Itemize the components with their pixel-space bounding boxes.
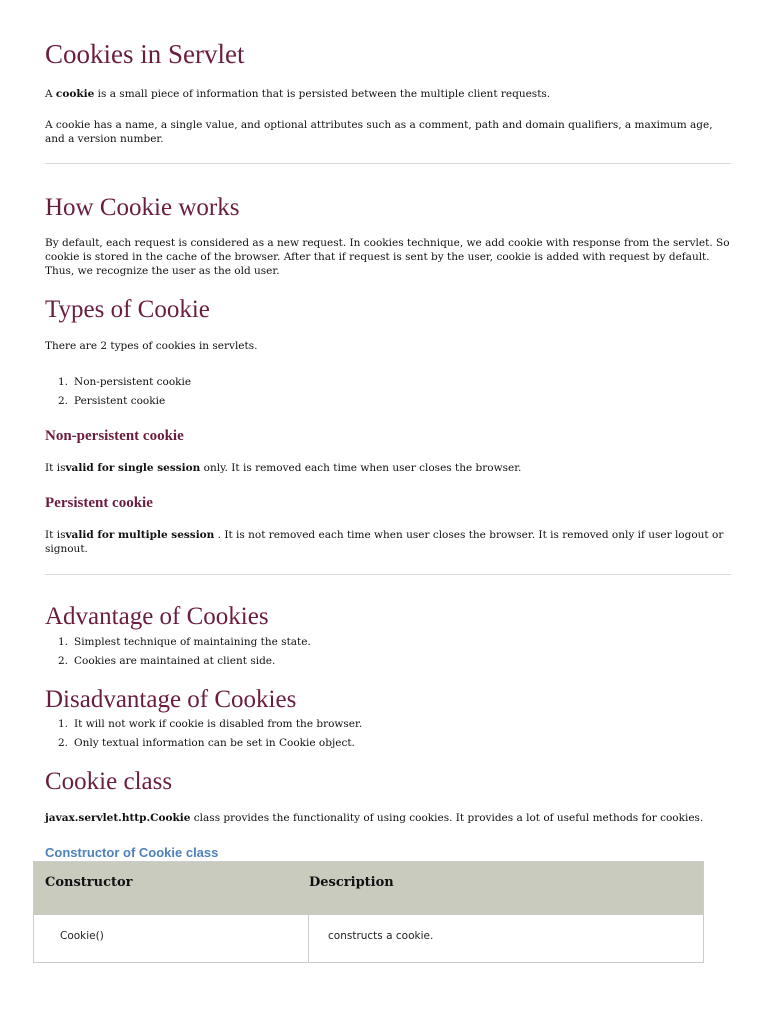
list-number: 1. [57,718,68,730]
list-item [50,375,350,389]
disadvantage-heading: Disadvantage of Cookies [45,686,297,713]
persistent-pre: It is [45,529,66,541]
how-cookie-works-heading: How Cookie works [45,194,240,221]
column-header-description: Description [309,875,394,890]
persistent-text [45,528,735,556]
table-cell-description: constructs a cookie. [328,930,434,942]
list-item [50,654,450,668]
intro-paragraph-2: A cookie has a name, a single value, and optional attributes such as a comment, path and domain qualifiers, a maximum age, and a version number. [45,119,713,145]
types-intro-text: There are 2 types of cookies in servlets. [45,340,258,352]
section-divider [45,574,731,575]
table-header-row [34,862,703,915]
list-item [50,736,500,750]
persistent-bold: valid for multiple session [65,529,215,541]
how-cookie-works-text: By default, each request is considered as a new request. In cookies technique, we add cookie with response from the servlet. So cookie is stored in the cache of the browser. After that if request is sent by the user, cookie is added with request by default. Thus, we recognize the user as the old user. [45,237,730,277]
list-number: 1. [57,636,68,648]
cookie-class-heading: Cookie class [45,768,173,795]
cookie-class-text [45,811,735,825]
page-title: Cookies in Servlet [45,39,245,69]
non-persistent-bold: valid for single session [65,462,201,474]
table-cell-constructor: Cookie() [60,930,104,942]
section-divider [45,163,731,164]
intro-text-post: is a small piece of information that is persisted between the multiple client requests. [94,88,551,100]
list-item [50,717,500,731]
cookie-class-post: class provides the functionality of using cookies. It provides a lot of useful methods for cookies. [190,812,704,824]
non-persistent-post: only. It is removed each time when user closes the browser. [200,462,522,474]
non-persistent-pre: It is [45,462,66,474]
persistent-heading: Persistent cookie [45,495,153,511]
list-item [50,394,350,408]
list-number: 2. [57,737,68,749]
intro-text-pre: A [45,88,56,100]
list-item [50,635,450,649]
constructor-subheading: Constructor of Cookie class [45,845,219,860]
list-number: 1. [57,376,68,388]
constructor-table [33,861,704,963]
intro-paragraph-1 [45,87,735,101]
list-text: Simplest technique of maintaining the state. [74,636,311,648]
cookie-class-bold: javax.servlet.http.Cookie [45,812,191,824]
list-text: It will not work if cookie is disabled from the browser. [74,718,363,730]
column-divider [308,915,309,962]
list-text: Persistent cookie [74,395,166,407]
non-persistent-heading: Non-persistent cookie [45,428,184,444]
persistent-post: . It is not removed each time when user closes the browser. It is removed only if user logout or signout. [45,529,724,555]
list-number: 2. [57,655,68,667]
advantage-heading: Advantage of Cookies [45,603,269,630]
non-persistent-text [45,461,735,475]
types-of-cookie-heading: Types of Cookie [45,296,210,323]
intro-text-bold: cookie [55,88,95,100]
list-number: 2. [57,395,68,407]
list-text: Non-persistent cookie [74,376,192,388]
column-header-constructor: Constructor [45,875,133,890]
list-text: Cookies are maintained at client side. [74,655,276,667]
list-text: Only textual information can be set in Cookie object. [74,737,355,749]
